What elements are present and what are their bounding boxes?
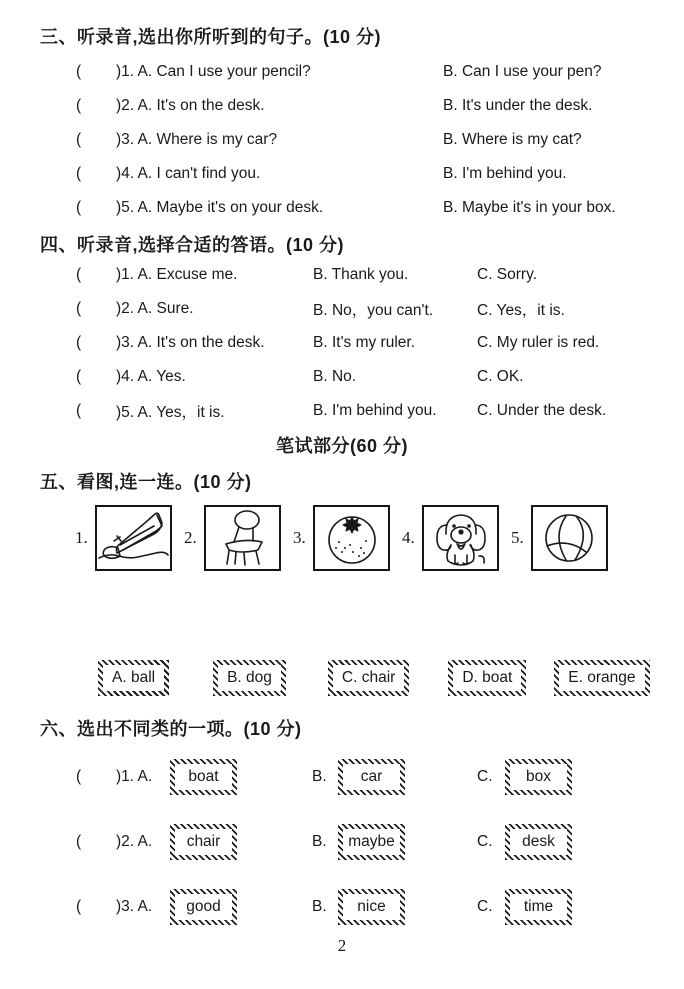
- option-a: )3. A. It's on the desk.: [116, 334, 265, 351]
- answer-blank: (: [76, 266, 82, 283]
- picture-item: [511, 505, 608, 571]
- option-c: C. OK.: [477, 368, 524, 385]
- answer-blank: (: [76, 832, 82, 850]
- question-row: [40, 326, 652, 360]
- question-row: [40, 360, 652, 394]
- section4-rows: [40, 258, 652, 428]
- option-b: B. No，you can't.: [313, 302, 434, 319]
- question-row: [40, 123, 652, 157]
- option-b: B. It's under the desk.: [443, 97, 593, 114]
- answer-blank: (: [76, 300, 82, 317]
- picture-number: 4.: [402, 528, 415, 547]
- section6-rows: [40, 744, 652, 939]
- answer-blank: (: [76, 63, 82, 80]
- option-b: B. Can I use your pen?: [443, 63, 602, 80]
- option-c: C. Under the desk.: [477, 402, 607, 419]
- word-box: C. chair: [328, 660, 409, 696]
- word-box-b: car: [338, 759, 405, 795]
- word-box-a: boat: [170, 759, 237, 795]
- question-row: [40, 744, 652, 809]
- answer-blank: (: [76, 368, 82, 385]
- picture-item: [293, 505, 390, 571]
- option-c: C. Yes，it is.: [477, 302, 565, 319]
- word-box-row: [98, 660, 652, 696]
- word-box: A. ball: [98, 660, 169, 696]
- answer-blank: (: [76, 402, 82, 419]
- picture-row: [75, 505, 652, 571]
- option-c-label: C.: [477, 897, 493, 915]
- picture-number: 2.: [184, 528, 197, 547]
- word-box-c: time: [505, 889, 572, 925]
- answer-blank: (: [76, 199, 82, 216]
- option-b: B. No.: [313, 368, 357, 385]
- question-row: [40, 55, 652, 89]
- option-a: )1. A. Can I use your pencil?: [116, 63, 311, 80]
- option-a: )5. A. Maybe it's on your desk.: [116, 199, 324, 216]
- ball-image: [531, 505, 608, 571]
- question-row: [40, 89, 652, 123]
- answer-blank: (: [76, 131, 82, 148]
- option-a: )2. A. Sure.: [116, 300, 194, 317]
- answer-blank: (: [76, 165, 82, 182]
- section3-title: 三、听录音,选出你所听到的句子。(10 分): [40, 27, 382, 47]
- picture-item: [184, 505, 281, 571]
- option-c: C. Sorry.: [477, 266, 537, 283]
- chair-image: [204, 505, 281, 571]
- page-number: 2: [337, 936, 347, 955]
- section6-title: 六、选出不同类的一项。(10 分): [40, 719, 302, 739]
- word-box: B. dog: [213, 660, 286, 696]
- word-box-b: nice: [338, 889, 405, 925]
- section5-title: 五、看图,连一连。(10 分): [40, 472, 252, 492]
- boat-image: [95, 505, 172, 571]
- answer-blank: (: [76, 767, 82, 785]
- answer-blank: (: [76, 897, 82, 915]
- word-box: E. orange: [554, 660, 649, 696]
- section-listen-choose-sentence: [40, 24, 652, 225]
- question-row: [40, 874, 652, 939]
- option-b: B. Maybe it's in your box.: [443, 199, 616, 216]
- question-row: [40, 292, 652, 326]
- option-b-label: B.: [312, 832, 327, 850]
- option-b: B. I'm behind you.: [313, 402, 437, 419]
- option-a: )3. A. Where is my car?: [116, 131, 278, 148]
- question-row: [40, 258, 652, 292]
- word-box-b: maybe: [338, 824, 405, 860]
- word-box-a: good: [170, 889, 237, 925]
- answer-blank: (: [76, 97, 82, 114]
- picture-number: 1.: [75, 528, 88, 547]
- option-c-label: C.: [477, 832, 493, 850]
- picture-number: 3.: [293, 528, 306, 547]
- option-a: )2. A. It's on the desk.: [116, 97, 265, 114]
- picture-number: 5.: [511, 528, 524, 547]
- picture-item: [75, 505, 172, 571]
- option-a: )5. A. Yes，it is.: [116, 404, 225, 421]
- option-c-label: C.: [477, 767, 493, 785]
- word-box-c: desk: [505, 824, 572, 860]
- section4-title: 四、听录音,选择合适的答语。(10 分): [40, 235, 345, 255]
- question-row: [40, 809, 652, 874]
- section3-rows: [40, 55, 652, 225]
- option-a: )1. A. Excuse me.: [116, 266, 238, 283]
- answer-blank: (: [76, 334, 82, 351]
- question-number: )3. A.: [116, 897, 153, 915]
- section-listen-choose-reply: [40, 232, 652, 428]
- option-b-label: B.: [312, 897, 327, 915]
- option-b-label: B.: [312, 767, 327, 785]
- option-a: )4. A. Yes.: [116, 368, 186, 385]
- option-a: )4. A. I can't find you.: [116, 165, 261, 182]
- option-b: B. I'm behind you.: [443, 165, 567, 182]
- question-row: [40, 394, 652, 428]
- section-look-and-match: [40, 469, 652, 696]
- dog-image: [422, 505, 499, 571]
- orange-image: [313, 505, 390, 571]
- word-box-c: box: [505, 759, 572, 795]
- option-b: B. It's my ruler.: [313, 334, 416, 351]
- question-number: )1. A.: [116, 767, 153, 785]
- question-number: )2. A.: [116, 832, 153, 850]
- option-b: B. Thank you.: [313, 266, 409, 283]
- option-c: C. My ruler is red.: [477, 334, 600, 351]
- question-row: [40, 191, 652, 225]
- word-box-a: chair: [170, 824, 237, 860]
- picture-item: [402, 505, 499, 571]
- option-b: B. Where is my cat?: [443, 131, 582, 148]
- section-odd-one-out: [40, 716, 652, 939]
- word-box: D. boat: [448, 660, 526, 696]
- question-row: [40, 157, 652, 191]
- written-part-header: 笔试部分(60 分): [275, 436, 408, 456]
